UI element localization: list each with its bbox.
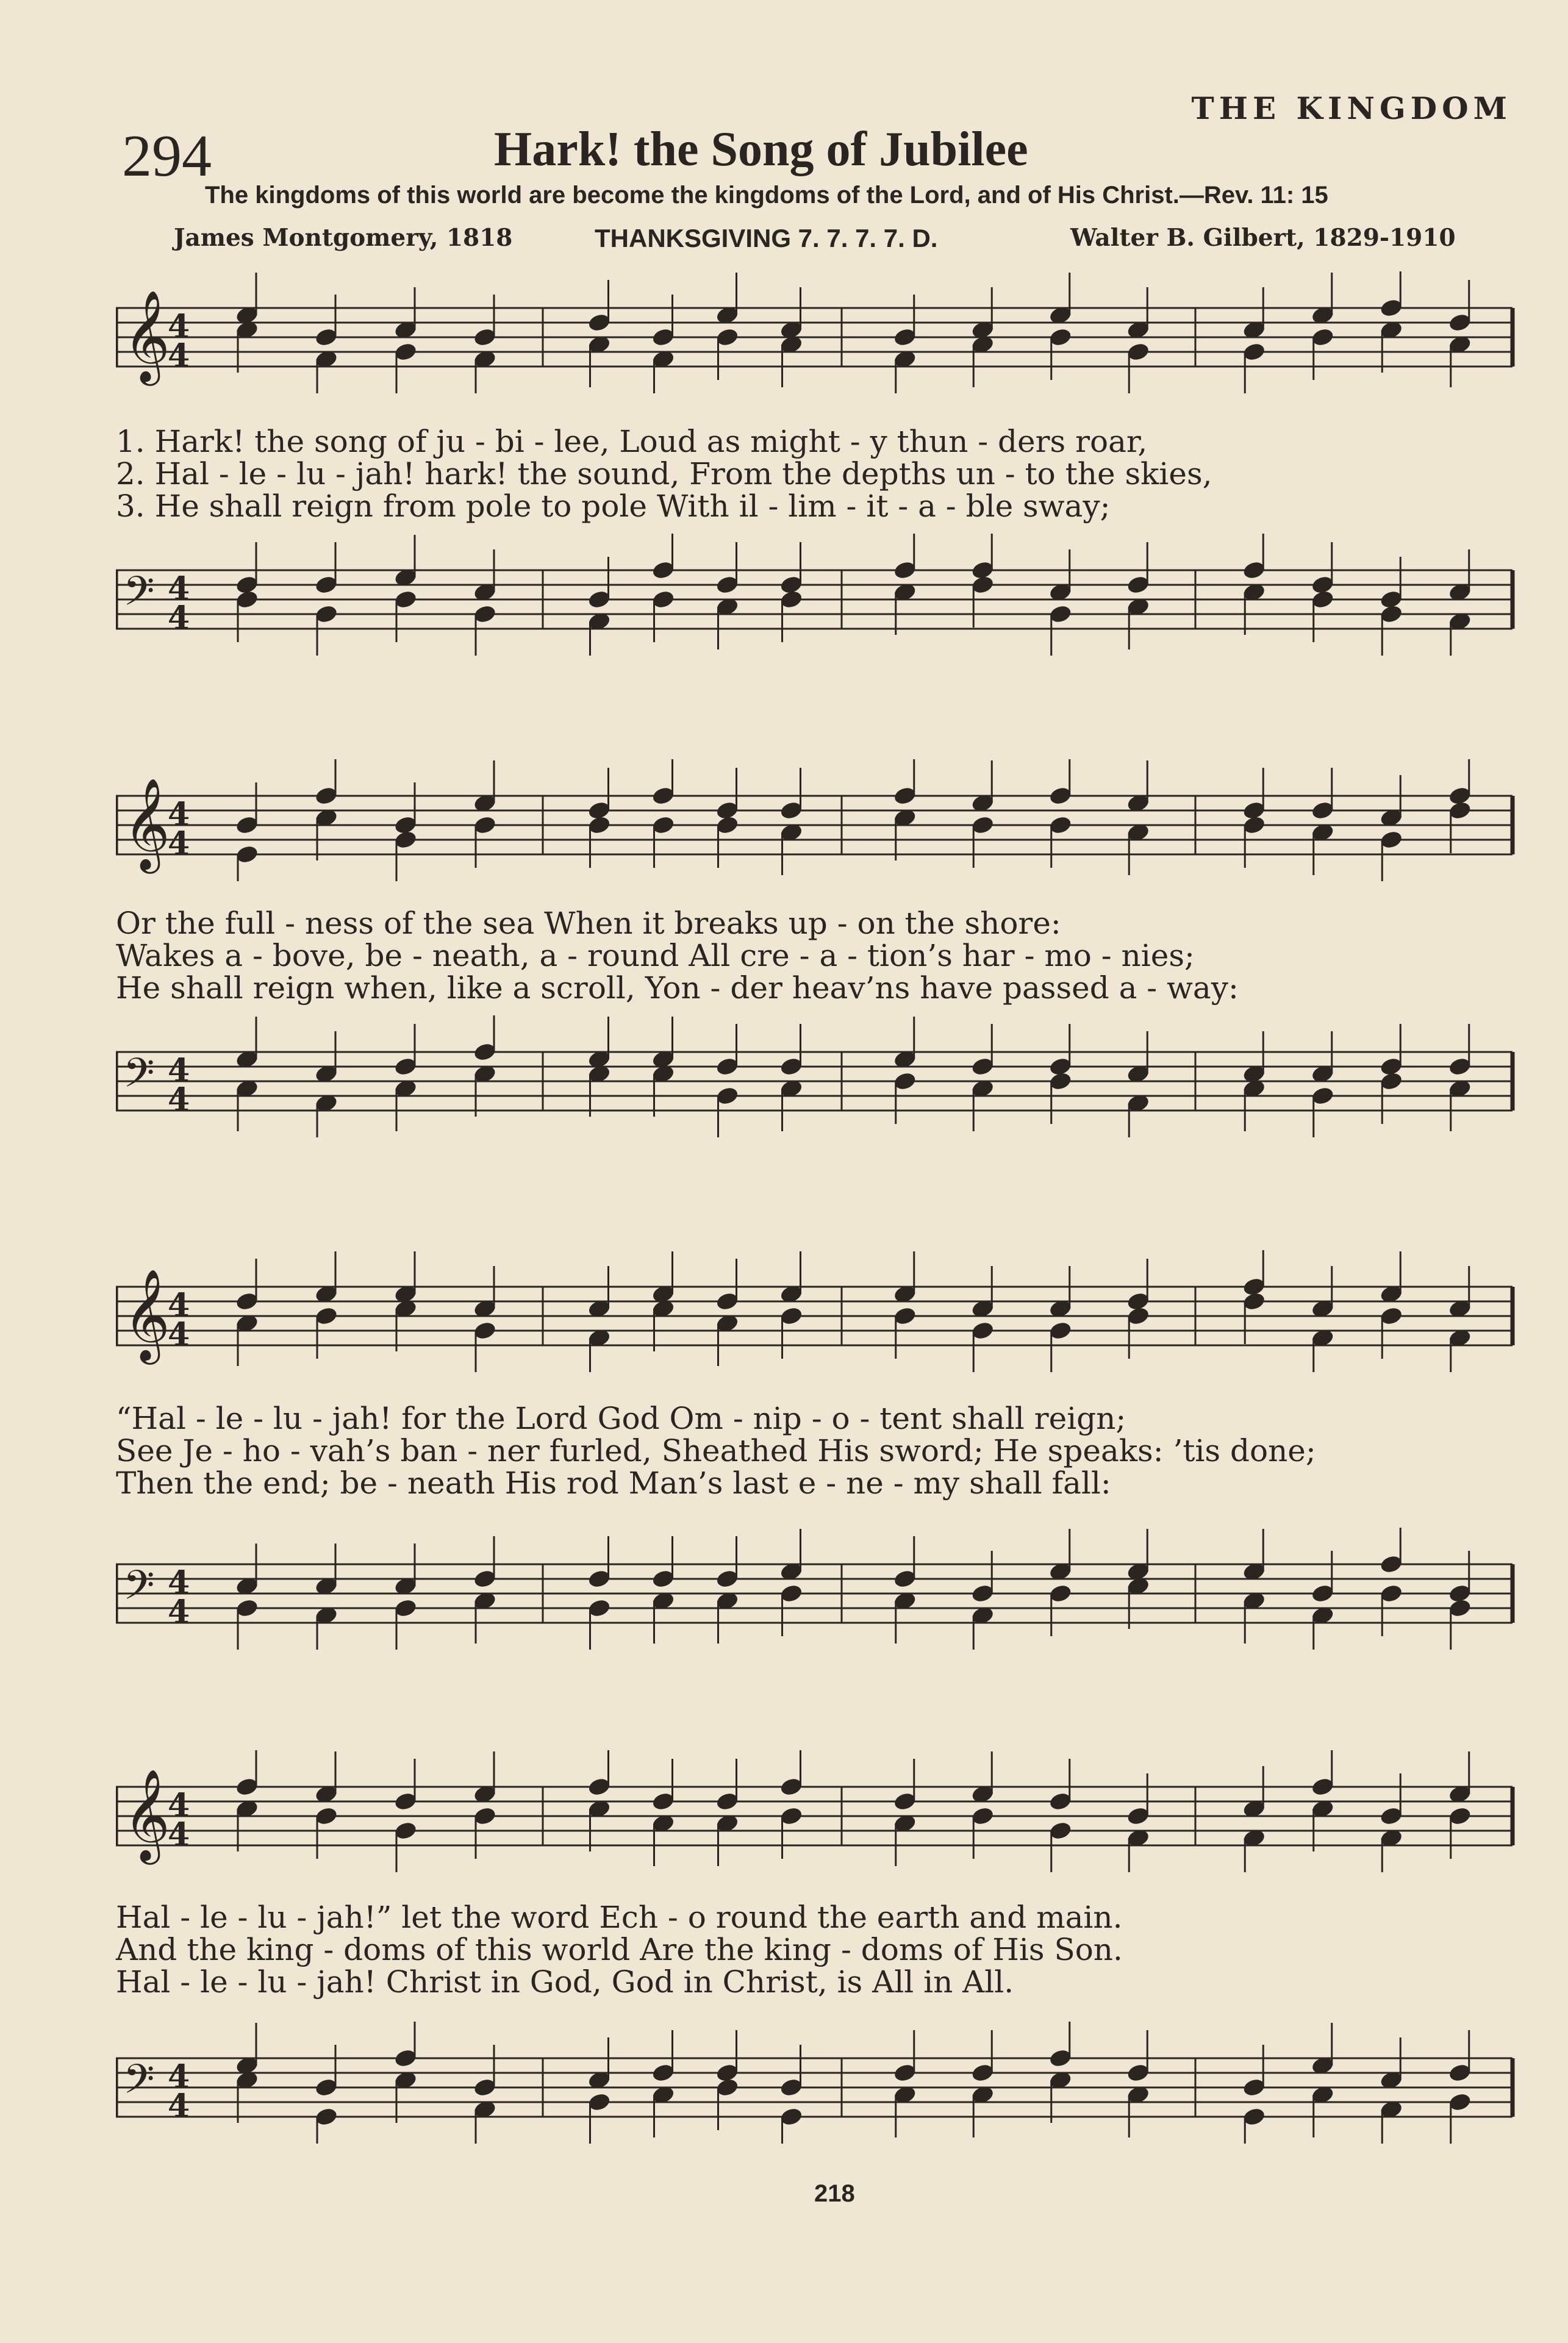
treble-clef-icon: 𝄞 xyxy=(123,1268,170,1361)
music-system-3 xyxy=(116,1250,1519,1665)
time-signature: 4 xyxy=(168,2087,190,2125)
bass-clef-icon: 𝄢 xyxy=(123,1050,155,1106)
time-signature: 4 xyxy=(168,570,190,607)
section-label: THE KINGDOM xyxy=(1191,90,1512,126)
time-signature: 4 xyxy=(168,599,190,637)
time-signature: 4 xyxy=(168,1052,190,1089)
composer-credit: Walter B. Gilbert, 1829-1910 xyxy=(1070,224,1456,252)
scripture-epigraph: The kingdoms of this world are become the kingdoms of the Lord, and of His Christ.—Rev. 11: 15 xyxy=(205,182,1328,209)
tune-name: THANKSGIVING 7. 7. 7. 7. D. xyxy=(595,224,938,252)
lyric-verse-1: Or the full - ness of the sea When it breaks up - on the shore: xyxy=(116,906,1061,941)
treble-clef-icon: 𝄞 xyxy=(123,1768,170,1861)
bass-staff xyxy=(116,534,1519,656)
treble-staff xyxy=(116,759,1519,881)
time-signature: 4 xyxy=(168,2058,190,2095)
bass-clef-icon: 𝄢 xyxy=(123,2056,155,2112)
music-system-4 xyxy=(116,1750,1519,2165)
treble-clef-icon: 𝄞 xyxy=(123,777,170,870)
hymn-number: 294 xyxy=(122,123,212,189)
music-system-2 xyxy=(116,759,1519,1150)
time-signature: 4 xyxy=(168,1787,190,1824)
lyric-verse-2: Wakes a - bove, be - neath, a - round All cre - a - tion’s har - mo - nies; xyxy=(116,938,1195,973)
lyric-verse-3: Hal - le - lu - jah! Christ in God, God in Christ, is All in All. xyxy=(116,1964,1014,2000)
bass-clef-icon: 𝄢 xyxy=(123,1562,155,1619)
time-signature: 4 xyxy=(168,1816,190,1853)
author-credit: James Montgomery, 1818 xyxy=(174,224,513,252)
lyric-verse-3: He shall reign when, like a scroll, Yon - der heav’ns have passed a - way: xyxy=(116,970,1239,1006)
lyric-verse-2: See Je - ho - vah’s ban - ner furled, Sheathed His sword; He speaks: ’tis done; xyxy=(116,1433,1316,1468)
time-signature: 4 xyxy=(168,796,190,833)
time-signature: 4 xyxy=(168,825,190,862)
time-signature: 4 xyxy=(168,337,190,374)
bass-staff xyxy=(116,1528,1519,1650)
lyric-verse-1: Hal - le - lu - jah!” let the word Ech - o round the earth and main. xyxy=(116,1900,1123,1935)
treble-staff xyxy=(116,1750,1519,1872)
lyric-verse-3: Then the end; be - neath His rod Man’s last e - ne - my shall fall: xyxy=(116,1465,1111,1501)
time-signature: 4 xyxy=(168,1594,190,1631)
lyric-verse-3: 3. He shall reign from pole to pole With il - lim - it - a - ble sway; xyxy=(116,488,1111,524)
treble-clef-icon: 𝄞 xyxy=(123,289,170,382)
time-signature: 4 xyxy=(168,1316,190,1353)
bass-clef-icon: 𝄢 xyxy=(123,568,155,624)
lyric-verse-1: “Hal - le - lu - jah! for the Lord God Om - nip - o - tent shall reign; xyxy=(116,1401,1126,1436)
treble-staff xyxy=(116,271,1519,393)
page-number: 218 xyxy=(814,2180,855,2207)
treble-staff xyxy=(116,1250,1519,1372)
time-signature: 4 xyxy=(168,1287,190,1324)
lyric-verse-2: 2. Hal - le - lu - jah! hark! the sound, From the depths un - to the skies, xyxy=(116,456,1212,492)
time-signature: 4 xyxy=(168,1564,190,1601)
music-system-1 xyxy=(116,271,1519,662)
lyric-verse-1: 1. Hark! the song of ju - bi - lee, Loud as might - y thun - ders roar, xyxy=(116,424,1148,459)
bass-staff xyxy=(116,1015,1519,1137)
lyric-verse-2: And the king - doms of this world Are the king - doms of His Son. xyxy=(116,1932,1123,1967)
bass-staff xyxy=(116,2022,1519,2144)
hymn-title: Hark! the Song of Jubilee xyxy=(494,123,1028,176)
time-signature: 4 xyxy=(168,308,190,345)
time-signature: 4 xyxy=(168,1081,190,1118)
